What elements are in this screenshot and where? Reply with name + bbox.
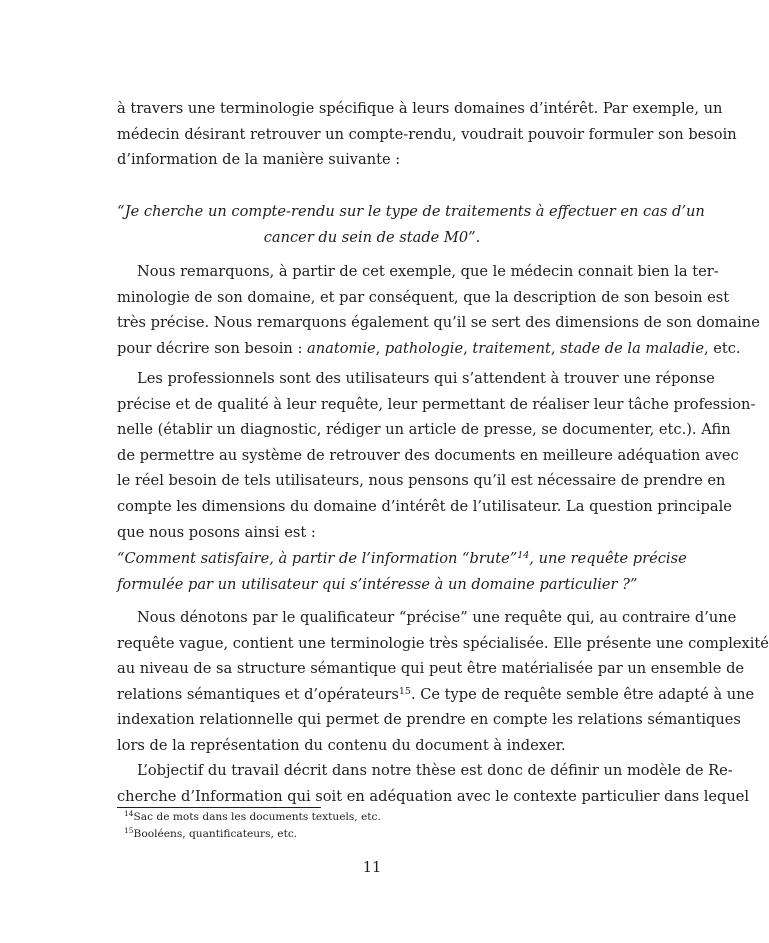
footnote-divider [117,807,321,808]
footnote-text: Sac de mots dans les documents textuels, etc. [133,811,381,823]
dimension-term: anatomie [307,339,376,357]
quote-line [117,546,687,572]
separator: , [550,339,561,357]
text-line: requête vague, contient une terminologie très spécialisée. Elle présente une complexité [117,634,769,652]
text-line: compte les dimensions du domaine d’intérêt de l’utilisateur. La question principale [117,497,732,515]
footnotes [124,809,624,843]
paragraph-thesis-objective [117,758,750,809]
text-line: L’objectif du travail décrit dans notre thèse est donc de définir un modèle de Re- [137,762,733,779]
paragraph-doctor-terminology [117,259,760,361]
text-line-dimensions [117,336,741,362]
footnote-number: 15 [124,826,134,835]
text-line: minologie de son domaine, et par conséquent, que la description de son besoin est [117,288,730,306]
separator: , [463,339,473,357]
quote-line: “Je cherche un compte-rendu sur le type de traitements à effectuer en cas d’un [117,203,705,220]
text-fragment: pour décrire son besoin : [117,339,308,357]
paragraph-precise-query [117,605,769,759]
paragraph-professionals [117,366,756,545]
text-line: indexation relationnelle qui permet de prendre en compte les relations sémantiques [117,711,741,729]
separator: , [375,339,385,357]
document-page [117,0,769,943]
text-line: d’information de la manière suivante : [117,151,401,169]
quote-line: formulée par un utilisateur qui s’intéresse à un domaine particulier ?” [117,575,638,593]
dimension-term: pathologie [384,339,464,357]
footnote-ref-14[interactable]: 14 [517,550,530,561]
text-line: lors de la représentation du contenu du document à indexer. [117,736,566,754]
footnote-14 [124,809,624,826]
text-line: Nous dénotons par le qualificateur “précise” une requête qui, au contraire d’une [137,609,737,626]
text-line: précise et de qualité à leur requête, leur permettant de réaliser leur tâche profession- [117,395,756,413]
text-line: médecin désirant retrouver un compte-rendu, voudrait pouvoir formuler son besoin [117,125,737,143]
paragraph-intro [117,96,737,173]
text-fragment: , etc. [703,339,741,357]
dimension-term: traitement [472,339,551,357]
text-line: que nous posons ainsi est : [117,523,316,541]
text-line: Nous remarquons, à partir de cet exemple, que le médecin connait bien la ter- [137,263,719,280]
footnote-number: 14 [124,809,134,818]
text-line [117,682,755,708]
text-fragment: “Comment satisfaire, à partir de l’information “brute” [117,550,518,567]
text-fragment: relations sémantiques et d’opérateurs [117,685,399,703]
text-line: au niveau de sa structure sémantique qui peut être matérialisée par un ensemble de [117,660,745,678]
text-line: nelle (établir un diagnostic, rédiger un article de presse, se documenter, etc.). Afin [117,421,731,439]
footnote-text: Booléens, quantificateurs, etc. [133,828,298,840]
text-line: le réel besoin de tels utilisateurs, nous pensons qu’il est nécessaire de prendre en [117,472,726,490]
text-fragment: . Ce type de requête semble être adapté à une [410,685,755,703]
quote-doctor-query [117,199,705,250]
footnote-ref-15[interactable]: 15 [398,685,411,697]
text-line: Les professionnels sont des utilisateurs qui s’attendent à trouver une réponse [137,370,715,387]
quote-research-question [117,546,687,597]
footnote-15 [124,826,624,843]
text-fragment: , une requête précise [529,550,687,567]
text-line: cherche d’Information qui soit en adéquation avec le contexte particulier dans lequel [117,787,750,805]
quote-line: cancer du sein de stade M0”. [263,228,481,246]
text-line: très précise. Nous remarquons également qu’il se sert des dimensions de son domaine [117,314,760,332]
dimension-term: stade de la maladie [560,339,704,357]
text-line: de permettre au système de retrouver des documents en meilleure adéquation avec [117,446,739,464]
text-line: à travers une terminologie spécifique à leurs domaines d’intérêt. Par exemple, un [117,100,723,117]
page-number: 11 [362,859,382,876]
